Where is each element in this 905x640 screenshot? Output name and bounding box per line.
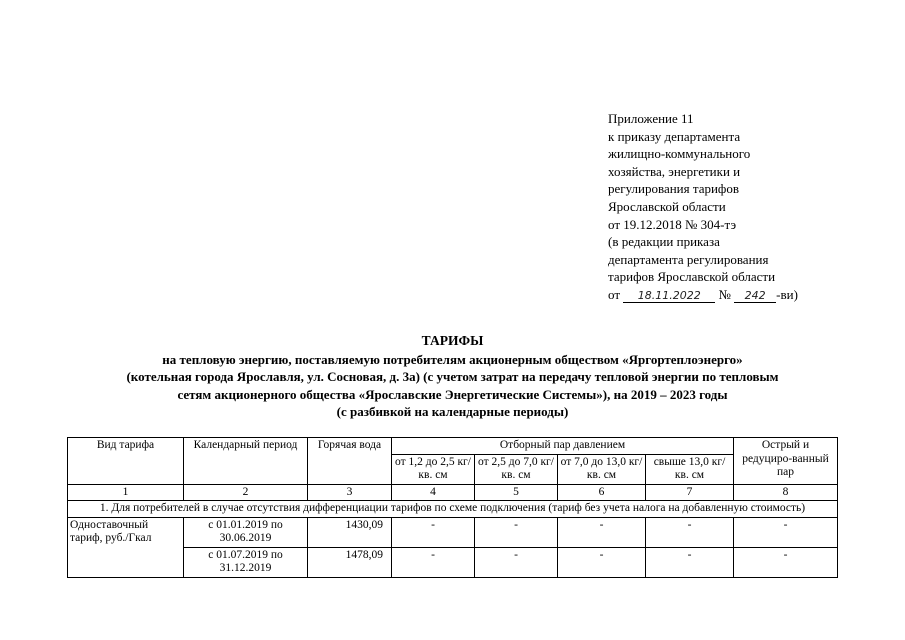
hot-water-value: 1430,09 [308,517,392,547]
table-row [68,547,838,577]
section-title: 1. Для потребителей в случае отсутствия дифференциации тарифов по схеме подключения (тариф без учета налога на добавленную стоимость) [68,501,838,518]
appendix-line: к приказу департамента [608,128,741,144]
header-steam-group: Отборный пар давлением [392,438,734,455]
header-steam-4: свыше 13,0 кг/ кв. см [646,454,734,484]
number-sign: № [718,286,731,302]
appendix-prefix: от [608,286,621,302]
appendix-line: жилищно-коммунального [608,146,751,162]
appendix-line: от 19.12.2018 № 304-тэ [608,216,737,232]
column-number: 2 [184,484,308,501]
header-steam-3: от 7,0 до 13,0 кг/ кв. см [558,454,646,484]
steam-value: - [392,517,475,547]
tariffs-table [67,437,838,578]
appendix-line: хозяйства, энергетики и [608,163,741,179]
period-cell: с 01.07.2019 по 31.12.2019 [184,547,308,577]
title-line: (с разбивкой на календарные периоды) [336,404,569,419]
column-number: 3 [308,484,392,501]
column-number-row [68,484,838,501]
title-line: (котельная города Ярославля, ул. Сосновая, д. 3а) (с учетом затрат на передачу тепловой энергии по тепловым [126,369,779,384]
steam-value: - [646,517,734,547]
title-line: сетям акционерного общества «Ярославские Энергетические Системы»), на 2019 – 2023 годы [177,386,728,402]
steam-value: - [475,547,558,577]
appendix-line: тарифов Ярославской области [608,269,776,285]
steam-value: - [475,517,558,547]
appendix-line: (в редакции приказа [608,234,720,250]
column-number: 7 [646,484,734,501]
column-number: 4 [392,484,475,501]
handwritten-date: 18.11.2022 [623,289,715,303]
column-number: 6 [558,484,646,501]
steam-value: - [392,547,475,577]
sharp-steam-value: - [734,517,838,547]
section-row [68,501,838,518]
header-row-1 [68,438,838,455]
header-steam-1: от 1,2 до 2,5 кг/ кв. см [392,454,475,484]
sharp-steam-value: - [734,547,838,577]
hot-water-value: 1478,09 [308,547,392,577]
appendix-line: регулирования тарифов [608,181,739,197]
header-steam-2: от 2,5 до 7,0 кг/ кв. см [475,454,558,484]
appendix-line: департамента регулирования [608,251,769,267]
column-number: 8 [734,484,838,501]
header-hot-water: Горячая вода [308,438,392,485]
tariff-label: Одноставочный тариф, руб./Гкал [68,517,184,577]
header-tariff-type: Вид тарифа [68,438,184,485]
header-sharp-steam: Острый и редуциро-ванный пар [734,438,838,485]
table-row [68,517,838,547]
appendix-last-line [608,286,798,304]
title-line: на тепловую энергию, поставляемую потребителям акционерным обществом «Яргортеплоэнерго» [162,351,743,367]
header-calendar-period: Календарный период [184,438,308,485]
steam-value: - [558,547,646,577]
steam-value: - [646,547,734,577]
document-title [60,332,845,421]
column-number: 5 [475,484,558,501]
steam-value: - [558,517,646,547]
appendix-line: Приложение 11 [608,111,694,126]
appendix-line: Ярославской области [608,198,726,214]
column-number: 1 [68,484,184,501]
appendix-block [608,110,798,304]
handwritten-number: 242 [734,289,776,303]
appendix-suffix: -ви) [776,286,798,302]
period-cell: с 01.01.2019 по 30.06.2019 [184,517,308,547]
main-title: ТАРИФЫ [421,333,484,348]
